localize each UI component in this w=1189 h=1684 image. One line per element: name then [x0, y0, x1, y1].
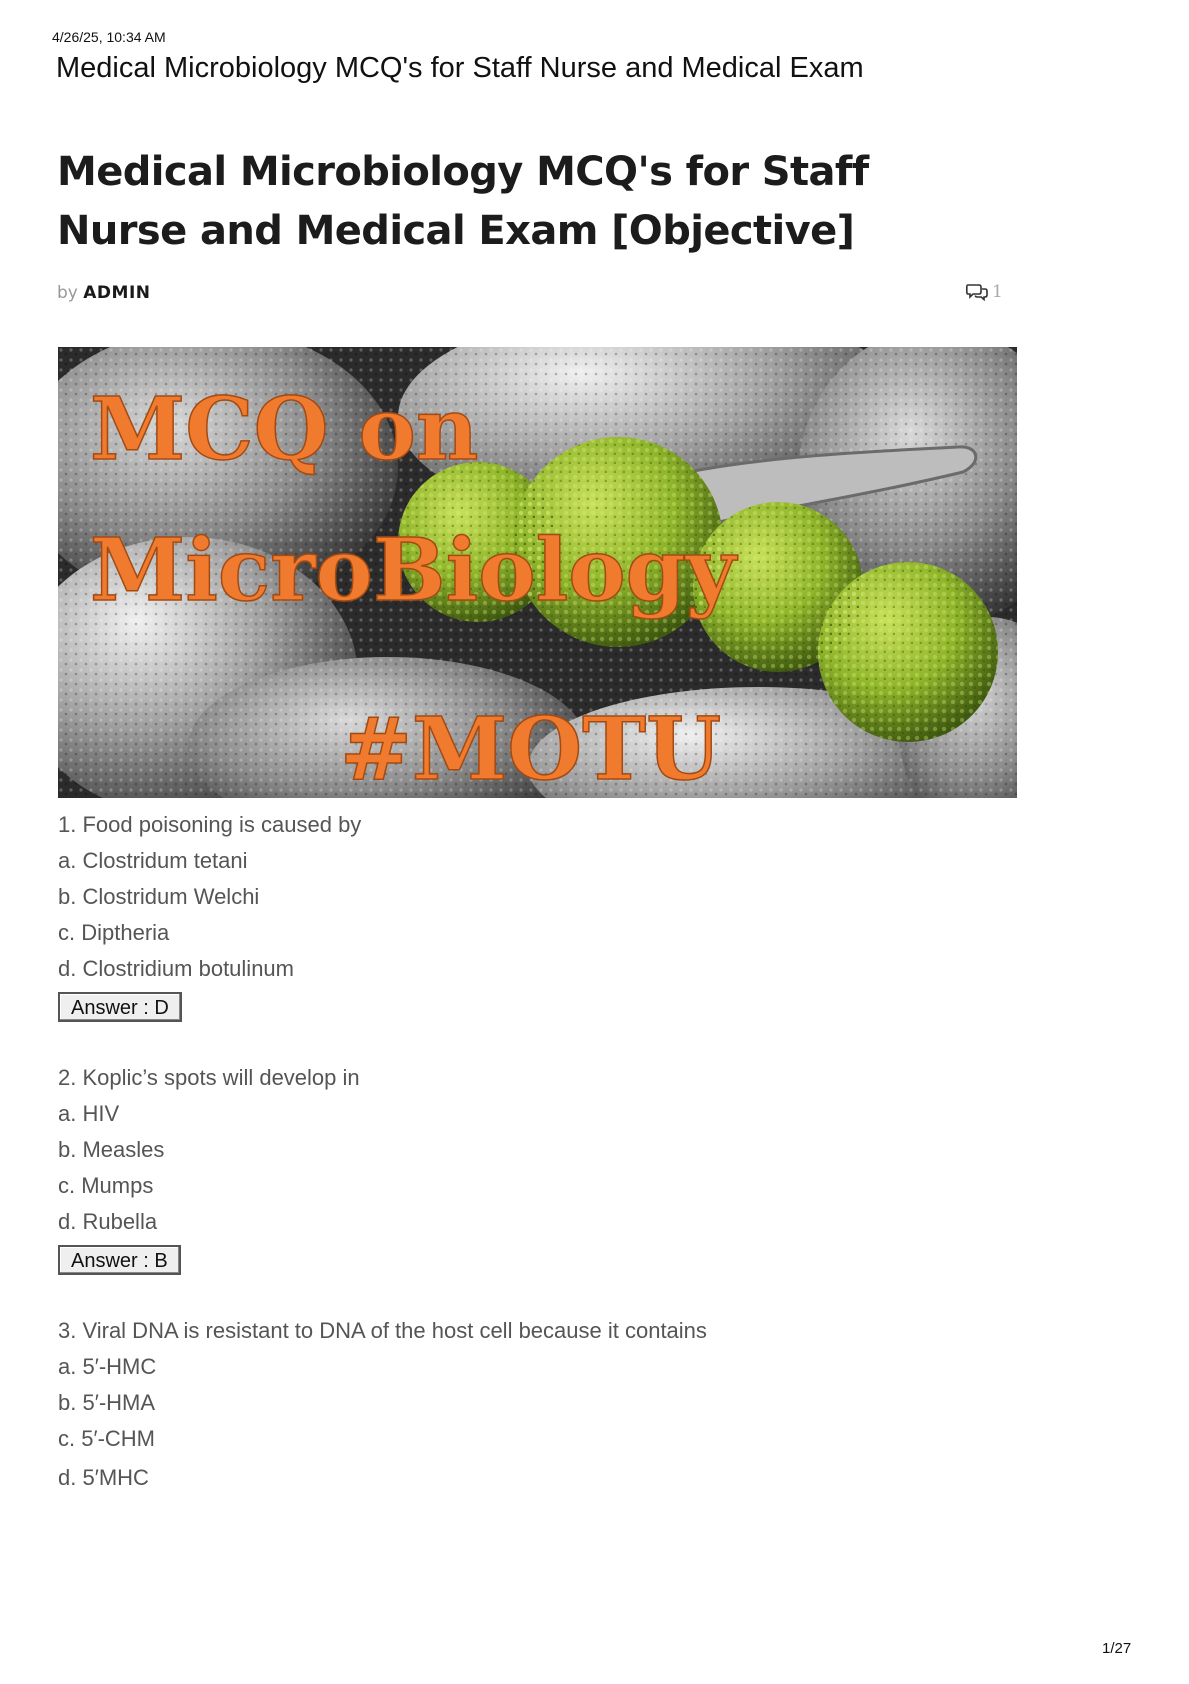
hero-text-line1: MCQ on	[90, 379, 479, 480]
byline-prefix: by	[57, 283, 78, 303]
comment-count: 1	[992, 282, 1003, 302]
question-text: 3. Viral DNA is resistant to DNA of the host cell because it contains	[58, 1318, 707, 1343]
answer-button[interactable]: Answer : B	[58, 1245, 181, 1275]
comment-count-link[interactable]	[966, 282, 1003, 302]
option-a: a. 5′-HMC	[58, 1354, 157, 1379]
question-text: 2. Koplic’s spots will develop in	[58, 1065, 360, 1090]
question-text: 1. Food poisoning is caused by	[58, 812, 362, 837]
option-c: c. Mumps	[58, 1173, 154, 1198]
comment-bubbles-icon	[966, 283, 988, 301]
answer-button[interactable]: Answer : D	[58, 992, 182, 1022]
option-a: a. Clostridum tetani	[58, 848, 248, 873]
article-title: Medical Microbiology MCQ's for Staff Nurse and Medical Exam [Objective]	[57, 149, 869, 254]
hero-text-line2: MicroBiology	[90, 520, 736, 621]
byline	[57, 283, 151, 303]
option-b: b. Clostridum Welchi	[58, 884, 260, 909]
option-a: a. HIV	[58, 1101, 120, 1126]
print-datetime: 4/26/25, 10:34 AM	[52, 29, 166, 45]
page-number: 1/27	[1102, 1640, 1132, 1657]
hero-image	[58, 347, 1017, 798]
author-link[interactable]: ADMIN	[83, 283, 151, 303]
option-d: d. Rubella	[58, 1209, 158, 1234]
print-header-title: Medical Microbiology MCQ's for Staff Nurse and Medical Exam	[56, 52, 864, 84]
hero-text-line3: #MOTU	[340, 699, 722, 798]
option-b: b. Measles	[58, 1137, 165, 1162]
option-d: d. 5′MHC	[58, 1465, 149, 1490]
option-b: b. 5′-HMA	[58, 1390, 156, 1415]
option-d: d. Clostridium botulinum	[58, 956, 294, 981]
option-c: c. 5′-CHM	[58, 1426, 156, 1451]
option-c: c. Diptheria	[58, 920, 170, 945]
